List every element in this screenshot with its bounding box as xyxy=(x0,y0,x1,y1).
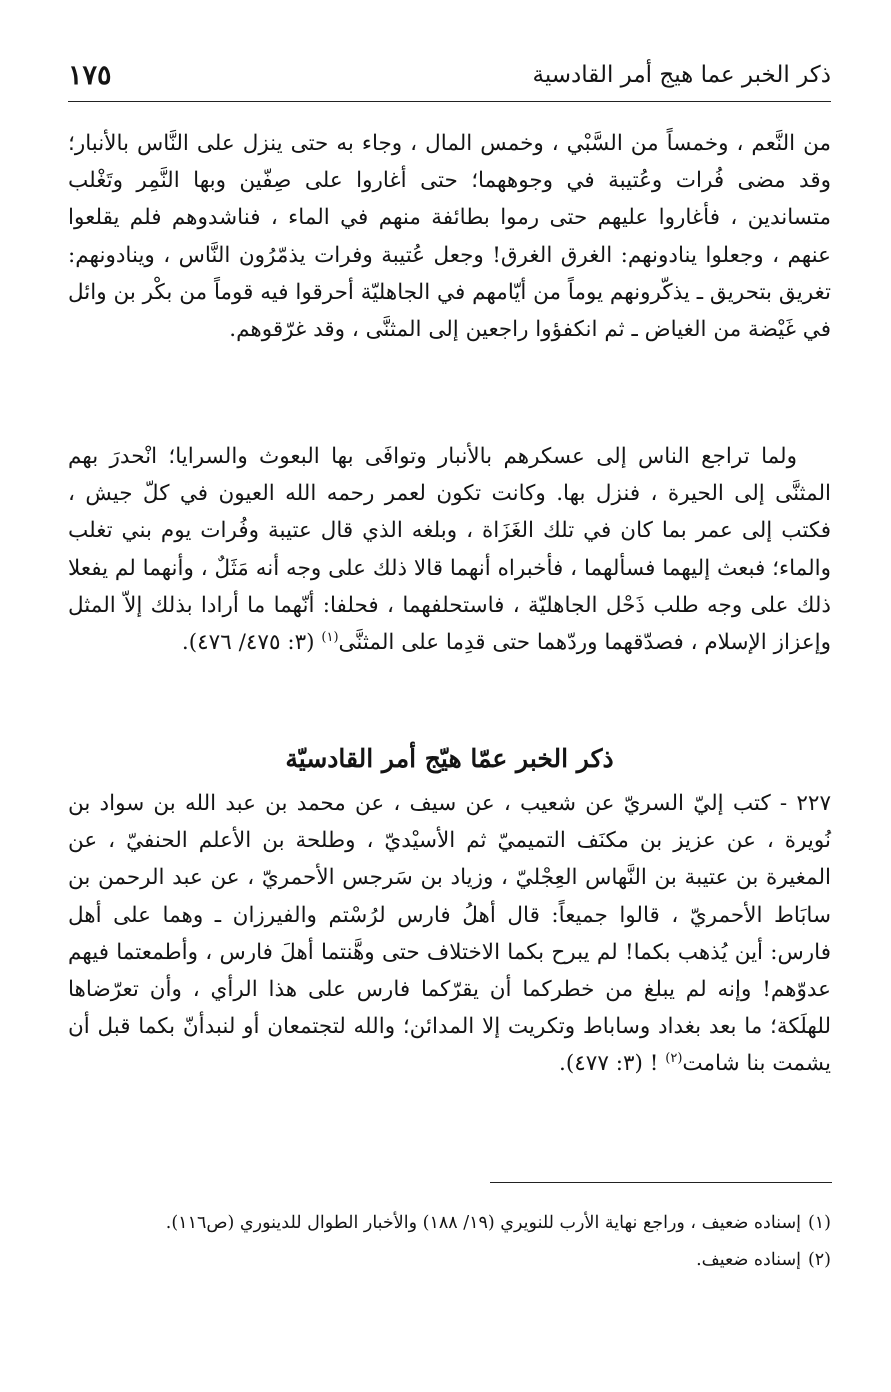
footnote-item xyxy=(68,1244,831,1277)
footnote-number: (٢) xyxy=(807,1250,831,1270)
body-paragraph-2 xyxy=(68,438,831,661)
running-title: ذكر الخبر عما هيج أمر القادسية xyxy=(532,62,831,88)
page-number: ١٧٥ xyxy=(68,60,112,91)
footnote-text: إسناده ضعيف. xyxy=(696,1250,801,1270)
footnotes xyxy=(68,1207,831,1281)
footnote-separator xyxy=(490,1182,832,1183)
footnote-ref-1[interactable]: (١) xyxy=(321,629,339,645)
body-paragraph-1: من النَّعم ، وخمساً من السَّبْي ، وخمس المال ، وجاء به حتى ينزل على النَّاس بالأنبار؛ وقد مضى فُرات وعُتيبة في وجوههما؛ حتى أغاروا على صِفّين وبها النَّمِر وتَغْلب متساندين ، فأغاروا عليهم حتى رموا بطائفة منهم في الماء ، فناشدوهم فلم يقلعوا عنهم ، وجعلوا ينادونهم: الغرق الغرق! وجعل عُتيبة وفرات يذمّرُون النَّاس ، وينادونهم: تغريق بتحريق ـ يذكّرونهم يوماً من أيّامهم في الجاهليّة أحرقوا فيه قوماً من بكْر بن وائل في غَيْضة من الغياض ـ ثم انكفؤوا راجعين إلى المثنَّى ، وقد غرّقوهم. xyxy=(68,131,831,343)
paragraph-3-text: ٢٢٧ - كتب إليّ السريّ عن شعيب ، عن سيف ، عن محمد بن عبد الله بن سواد بن نُويرة ، عن عزيز بن مكنَف التميميّ ثم الأسيْديّ ، وطلحة بن الأعلم الحنفيّ ، عن المغيرة بن عتيبة بن النَّهاس العِجْليّ ، وزياد بن سَرجس الأحمريّ ، عن عبد الرحمن بن سابَاط الأحمريّ ، قالوا جميعاً: قال أهلُ فارس لرُسْتم والفيرزان ـ وهما على أهل فارس: أين يُذهب بكما! لم يبرح بكما الاختلاف حتى وهَّنتما أهلَ فارس ، وأطمعتما فيهم عدوّهم! وإنه لم يبلغ من خطركما أن يقرّكما فارس على هذا الرأي ، وأن تعرّضاها للهلَكة؛ ما بعد بغداد وساباط وتكريت إلا المدائن؛ والله لتجتمعان أو لنبدأنّ بكما قبل أن يشمت بنا شامت xyxy=(68,791,831,1077)
footnote-number: (١) xyxy=(807,1213,831,1233)
paragraph-3-citation: ! (٣: ٤٧٧). xyxy=(559,1051,659,1077)
page-header xyxy=(68,60,831,100)
paragraph-2-text: ولما تراجع الناس إلى عسكرهم بالأنبار وتوافَى بها البعوث والسرايا؛ انْحدرَ بهم المثنَّى إلى الحيرة ، فنزل بها. وكانت تكون لعمر رحمه الله العيون في كلّ جيش ، فكتب إلى عمر بما كان في تلك الغَزَاة ، وبلغه الذي قال عتيبة وفُرات يوم بني تغلب والماء؛ فبعث إليهما فسألهما ، فأخبراه أنهما قالا ذلك على وجه أنه مَثَلٌ ، وأنهما لم يفعلا ذلك على وجه طلب ذَحْل الجاهليّة ، فاستحلفهما ، فحلفا: أنّهما ما أرادا بذلك إلاّ المثل وإعزاز الإسلام ، فصدّقهما وردّهما حتى قدِما على المثنَّى xyxy=(68,444,831,656)
body-paragraph-3 xyxy=(68,785,831,1083)
header-rule xyxy=(68,101,831,102)
section-heading: ذكر الخبر عمّا هيّج أمر القادسيّة xyxy=(285,744,614,773)
paragraph-2-citation: (٣: ٤٧٥/ ٤٧٦). xyxy=(181,630,315,656)
footnote-text: إسناده ضعيف ، وراجع نهاية الأرب للنويري (١٩/ ١٨٨) والأخبار الطوال للدينوري (ص١١٦). xyxy=(165,1213,801,1233)
footnote-ref-2[interactable]: (٢) xyxy=(665,1051,683,1067)
footnote-item xyxy=(68,1207,831,1240)
